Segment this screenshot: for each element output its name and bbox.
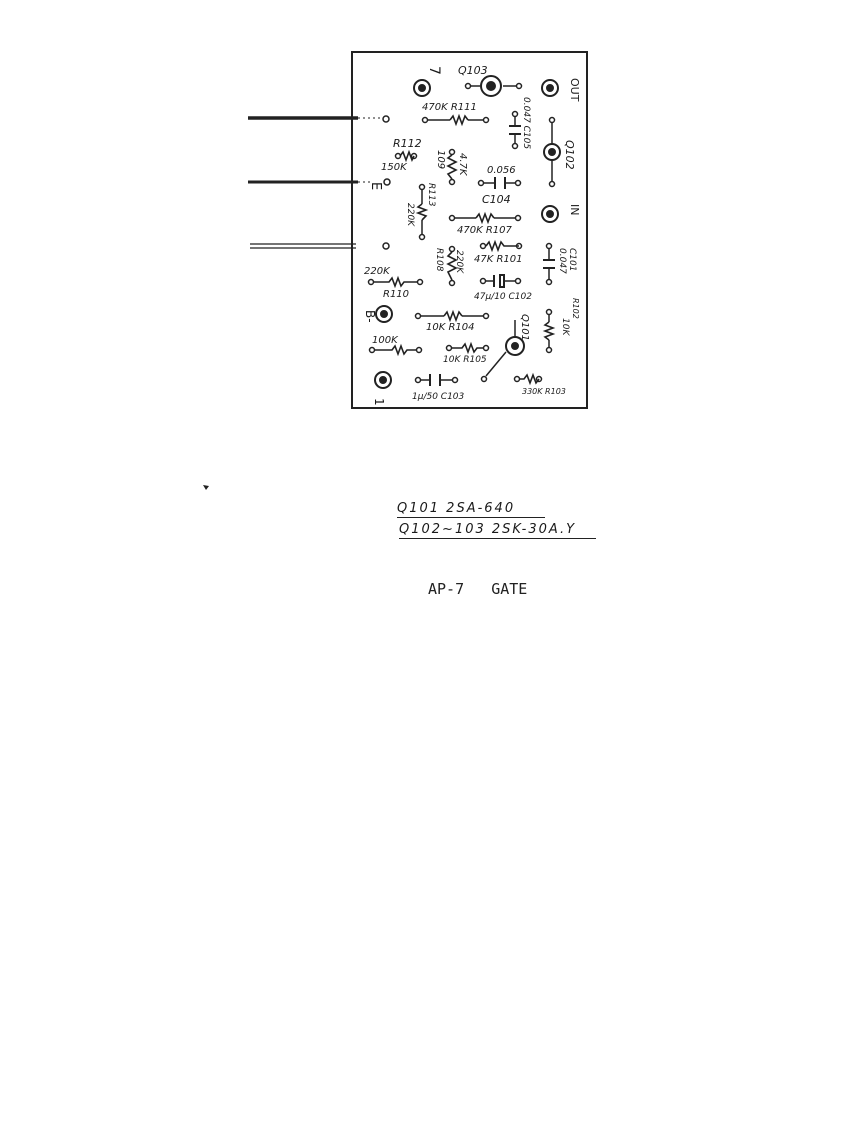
resistor-r105 [451,344,484,352]
label-r108: R108 [434,248,444,272]
label-c103: 1μ/50 C103 [412,392,465,402]
label-r109-value: 4.7K [457,153,468,176]
resistor-r100 [374,346,417,354]
diagram-title: AP-7 GATE [428,580,528,598]
label-r103: 330K R103 [522,387,566,396]
resistor-r109 [448,155,456,179]
label-b-minus: B- [363,310,377,323]
label-r100-value: 100K [372,335,398,346]
label-q103: Q103 [458,64,488,77]
label-r101: 47K R101 [474,254,523,265]
resistor-r107 [476,214,494,222]
label-c101-value: 0.047 [557,248,567,274]
resistor-r113 [418,204,426,220]
label-out: OUT [568,78,581,102]
label-r111: 470K R111 [422,102,477,113]
label-r105: 10K R105 [443,355,487,365]
transistor-q103 [481,76,501,96]
resistor-r101 [486,242,519,250]
label-7: 7 [426,66,442,75]
external-wires [248,118,384,248]
label-r102-value: 10K [560,318,570,336]
label-in: IN [568,204,581,216]
label-c102: 47μ/10 C102 [474,292,532,302]
label-r112: R112 [393,137,422,150]
resistor-r111 [450,116,468,124]
stray-mark [203,485,209,490]
label-r108-value: 220K [454,250,464,274]
label-c105: 0.047 C105 [521,97,531,150]
parts-list-line-2: Q102~103 2SK-30A.Y [399,522,596,539]
label-r109: 109 [435,150,446,170]
label-r110: R110 [383,289,410,300]
parts-list-line-1: Q101 2SA-640 [397,501,545,518]
label-r112-value: 150K [381,162,407,173]
label-e: E [368,182,383,191]
label-r113-value: 220K [405,203,415,227]
label-c101: C101 [567,248,577,272]
label-r107: 470K R107 [457,225,512,236]
label-c104-value: 0.056 [487,165,516,176]
resistor-r110 [373,278,418,286]
label-r102: R102 [571,298,580,319]
label-1: 1 [372,398,386,406]
resistor-r102 [545,322,553,340]
resistor-r104 [444,312,462,320]
label-q101: Q101 [519,314,530,341]
label-r113: R113 [426,183,436,207]
label-r104: 10K R104 [426,322,475,333]
label-c104: C104 [482,193,511,206]
label-r110-value: 220K [364,266,390,277]
label-q102: Q102 [563,140,576,170]
